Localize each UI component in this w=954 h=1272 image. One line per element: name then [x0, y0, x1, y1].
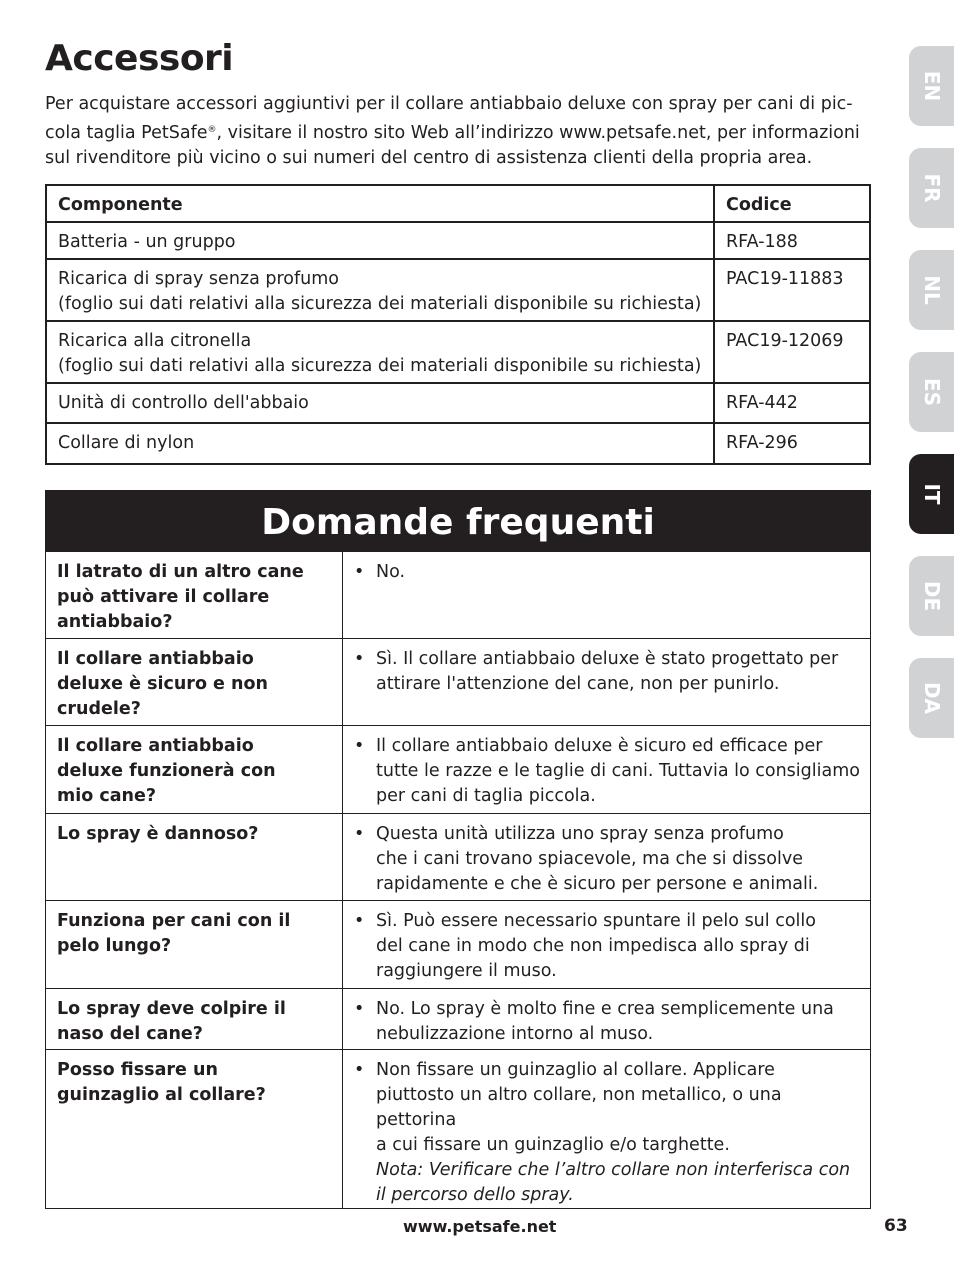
answer-line: No. — [376, 562, 406, 582]
language-tab-label: ES — [919, 377, 944, 407]
faq-row — [46, 989, 871, 1050]
language-tab-fr[interactable] — [909, 148, 954, 228]
header-code: Codice — [714, 185, 870, 222]
answer-line: Sì. Può essere necessario spuntare il pelo sul collo — [376, 911, 816, 931]
answer-line: Questa unità utilizza uno spray senza profumo — [376, 824, 784, 844]
question-line: naso del cane? — [57, 1024, 203, 1044]
table-header-row — [46, 185, 870, 222]
table-row — [46, 423, 870, 464]
component-cell — [46, 383, 714, 423]
question-line: Il collare antiabbaio — [57, 736, 254, 756]
component-note: (foglio sui dati relativi alla sicurezza dei materiali disponibile su richiesta) — [58, 294, 702, 314]
answer-line: del cane in modo che non impedisca allo spray di — [376, 936, 810, 956]
faq-question — [46, 639, 343, 726]
question-line: Il latrato di un altro cane — [57, 562, 304, 582]
answer-line: a cui fissare un guinzaglio e/o targhette. — [376, 1135, 730, 1155]
intro-line: sul rivenditore più vicino o sui numeri del centro di assistenza clienti della propria area. — [45, 148, 813, 168]
faq-question — [46, 901, 343, 989]
answer-line: Non fissare un guinzaglio al collare. Applicare — [376, 1060, 775, 1080]
faq-answer — [343, 901, 871, 989]
language-tab-en[interactable] — [909, 46, 954, 126]
intro-text: , visitare il nostro sito Web all’indirizzo www.petsafe.net, per informazioni — [216, 122, 860, 143]
answer-line: raggiungere il muso. — [376, 961, 557, 981]
language-tab-nl[interactable] — [909, 250, 954, 330]
bullet-point: • — [354, 911, 365, 931]
code-cell: RFA-442 — [714, 383, 870, 423]
language-tab-label: DA — [919, 681, 944, 715]
faq-title: Domande frequenti — [45, 490, 871, 552]
component-name: Batteria - un gruppo — [58, 232, 236, 252]
answer-line: per cani di taglia piccola. — [376, 786, 596, 806]
faq-table — [45, 551, 871, 1209]
bullet-point: • — [354, 562, 365, 582]
answer-line: piuttosto un altro collare, non metallico, o una pettorina — [376, 1085, 782, 1130]
faq-answer — [343, 552, 871, 639]
component-cell — [46, 321, 714, 383]
faq-question — [46, 726, 343, 814]
language-tab-label: FR — [919, 173, 944, 203]
component-name: Collare di nylon — [58, 433, 195, 453]
question-line: antiabbaio? — [57, 612, 173, 632]
question-line: può attivare il collare — [57, 587, 270, 607]
answer-line: Sì. Il collare antiabbaio deluxe è stato progettato per — [376, 649, 839, 669]
faq-answer — [343, 814, 871, 901]
question-line: guinzaglio al collare? — [57, 1085, 266, 1105]
intro-text: cola taglia PetSafe — [45, 122, 208, 143]
question-line: pelo lungo? — [57, 936, 172, 956]
question-line: Il collare antiabbaio — [57, 649, 254, 669]
code-cell: PAC19-11883 — [714, 259, 870, 321]
answer-line: attirare l'attenzione del cane, non per punirlo. — [376, 674, 780, 694]
faq-question — [46, 814, 343, 901]
faq-row — [46, 552, 871, 639]
footer-url: www.petsafe.net — [403, 1217, 557, 1236]
component-cell — [46, 423, 714, 464]
question-line: Lo spray deve colpire il — [57, 999, 286, 1019]
table-row — [46, 321, 870, 383]
component-cell — [46, 222, 714, 259]
language-tab-de[interactable] — [909, 556, 954, 636]
code-cell: RFA-188 — [714, 222, 870, 259]
question-line: Posso fissare un — [57, 1060, 218, 1080]
faq-row — [46, 901, 871, 989]
component-name: Ricarica di spray senza profumo — [58, 269, 340, 289]
answer-note: Nota: Verificare che l’altro collare non interferisca con — [376, 1160, 851, 1180]
faq-row — [46, 639, 871, 726]
language-tab-label: NL — [919, 275, 944, 305]
intro-line — [45, 118, 875, 147]
answer-line: Il collare antiabbaio deluxe è sicuro ed efficace per — [376, 736, 823, 756]
faq-answer — [343, 1050, 871, 1209]
language-tab-label: DE — [919, 580, 944, 612]
faq-answer — [343, 639, 871, 726]
code-cell: RFA-296 — [714, 423, 870, 464]
component-name: Ricarica alla citronella — [58, 331, 252, 351]
answer-line: rapidamente e che è sicuro per persone e animali. — [376, 874, 819, 894]
answer-line: nebulizzazione intorno al muso. — [376, 1024, 654, 1044]
bullet-point: • — [354, 1060, 365, 1080]
component-note: (foglio sui dati relativi alla sicurezza dei materiali disponibile su richiesta) — [58, 356, 702, 376]
language-tab-label: EN — [919, 70, 944, 102]
faq-row — [46, 726, 871, 814]
bullet-point: • — [354, 824, 365, 844]
faq-question — [46, 1050, 343, 1209]
question-line: mio cane? — [57, 786, 157, 806]
question-line: deluxe è sicuro e non — [57, 674, 268, 694]
accessories-table — [45, 184, 871, 465]
intro-paragraph — [45, 92, 875, 172]
table-row — [46, 222, 870, 259]
component-name: Unità di controllo dell'abbaio — [58, 393, 309, 413]
page-number: 63 — [884, 1216, 908, 1236]
code-cell: PAC19-12069 — [714, 321, 870, 383]
language-tab-label: IT — [919, 483, 944, 505]
answer-line: No. Lo spray è molto fine e crea semplicemente una — [376, 999, 834, 1019]
registered-mark: ® — [207, 124, 217, 135]
answer-line: che i cani trovano spiacevole, ma che si dissolve — [376, 849, 803, 869]
question-line: deluxe funzionerà con — [57, 761, 276, 781]
table-row — [46, 259, 870, 321]
answer-line: tutte le razze e le taglie di cani. Tuttavia lo consigliamo — [376, 761, 860, 781]
language-tab-es[interactable] — [909, 352, 954, 432]
faq-question — [46, 989, 343, 1050]
page-title: Accessori — [45, 38, 234, 79]
faq-answer — [343, 726, 871, 814]
bullet-point: • — [354, 999, 365, 1019]
intro-line: Per acquistare accessori aggiuntivi per il collare antiabbaio deluxe con spray per cani di pic- — [45, 94, 853, 114]
table-row — [46, 383, 870, 423]
language-tab-da[interactable] — [909, 658, 954, 738]
question-line: Lo spray è dannoso? — [57, 824, 259, 844]
faq-answer — [343, 989, 871, 1050]
bullet-point: • — [354, 649, 365, 669]
faq-row — [46, 1050, 871, 1209]
component-cell — [46, 259, 714, 321]
language-tab-it[interactable] — [909, 454, 954, 534]
bullet-point: • — [354, 736, 365, 756]
question-line: crudele? — [57, 699, 141, 719]
header-component: Componente — [46, 185, 714, 222]
question-line: Funziona per cani con il — [57, 911, 291, 931]
faq-question — [46, 552, 343, 639]
faq-row — [46, 814, 871, 901]
answer-note: il percorso dello spray. — [376, 1185, 574, 1205]
